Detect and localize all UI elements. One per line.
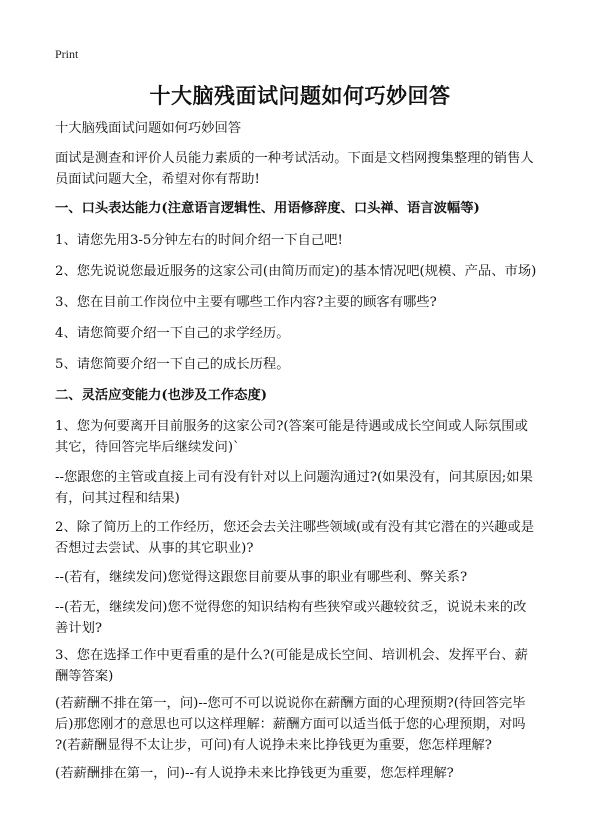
paragraph-line: 有，问其过程和结果): [55, 491, 180, 506]
intro-line: 员面试问题大全，希望对你有帮助!: [55, 172, 260, 187]
question-paragraph: [55, 763, 555, 784]
page-title: 十大脑残面试问题如何巧妙回答: [149, 83, 451, 108]
intro-line: 面试是测查和评价人员能力素质的一种考试活动。下面是文档网搜集整理的销售人: [55, 151, 534, 166]
question-paragraph: [55, 693, 555, 756]
question-paragraph: [55, 517, 555, 559]
paragraph-line: 2、除了简历上的工作经历，您还会去关注哪些领域(或有没有其它潜在的兴趣或是: [55, 520, 535, 535]
print-link[interactable]: Print: [55, 47, 79, 61]
question-item: 3、您在目前工作岗位中主要有哪些工作内容?主要的顾客有哪些?: [55, 295, 437, 310]
paragraph-line: 后)那您刚才的意思也可以这样理解：薪酬方面可以适当低于您的心理预期，对吗: [55, 717, 526, 732]
question-item: 2、您先说说您最近服务的这家公司(由简历而定)的基本情况吧(规模、产品、市场): [55, 264, 537, 279]
paragraph-line: 其它，待回答完毕后继续发问)`: [55, 440, 240, 455]
question-item: 1、请您先用3-5分钟左右的时间介绍一下自己吧!: [55, 233, 343, 248]
question-paragraph: [55, 597, 555, 639]
section-heading-1: 一、口头表达能力(注意语言逻辑性、用语修辞度、口头禅、语言波幅等): [55, 201, 480, 216]
question-item: 4、请您简要介绍一下自己的求学经历。: [55, 326, 290, 341]
paragraph-line: --(若无，继续发问)您不觉得您的知识结构有些狭窄或兴趣较贫乏，说说未来的改: [55, 600, 527, 615]
question-paragraph: [55, 645, 555, 687]
question-paragraph: [55, 416, 555, 458]
paragraph-line: 否想过去尝试、从事的其它职业)?: [55, 541, 254, 556]
question-paragraph: [55, 567, 555, 588]
paragraph-line: 酬等答案): [55, 669, 114, 684]
paragraph-line: --(若有，继续发问)您觉得这跟您目前要从事的职业有哪些利、弊关系?: [55, 570, 468, 585]
paragraph-line: 1、您为何要离开目前服务的这家公司?(答案可能是待遇或成长空间或人际氛围或: [55, 419, 528, 434]
intro-paragraph: [55, 148, 555, 190]
paragraph-line: (若薪酬不排在第一，问)--您可不可以说说你在薪酬方面的心理预期?(待回答完毕: [55, 696, 526, 711]
paragraph-line: ?(若薪酬显得不太让步，可问)有人说挣未来比挣钱更为重要，您怎样理解?: [55, 738, 492, 753]
paragraph-line: (若薪酬排在第一，问)--有人说挣未来比挣钱更为重要，您怎样理解?: [55, 766, 454, 781]
question-paragraph: [55, 467, 555, 509]
subtitle: 十大脑残面试问题如何巧妙回答: [55, 121, 242, 136]
paragraph-line: --您跟您的主管或直接上司有没有针对以上问题沟通过?(如果没有，问其原因;如果: [55, 470, 533, 485]
section-heading-2: 二、灵活应变能力(也涉及工作态度): [55, 388, 268, 403]
paragraph-line: 善计划?: [55, 621, 103, 636]
paragraph-line: 3、您在选择工作中更看重的是什么?(可能是成长空间、培训机会、发挥平台、薪: [55, 648, 528, 663]
question-item: 5、请您简要介绍一下自己的成长历程。: [55, 357, 290, 372]
